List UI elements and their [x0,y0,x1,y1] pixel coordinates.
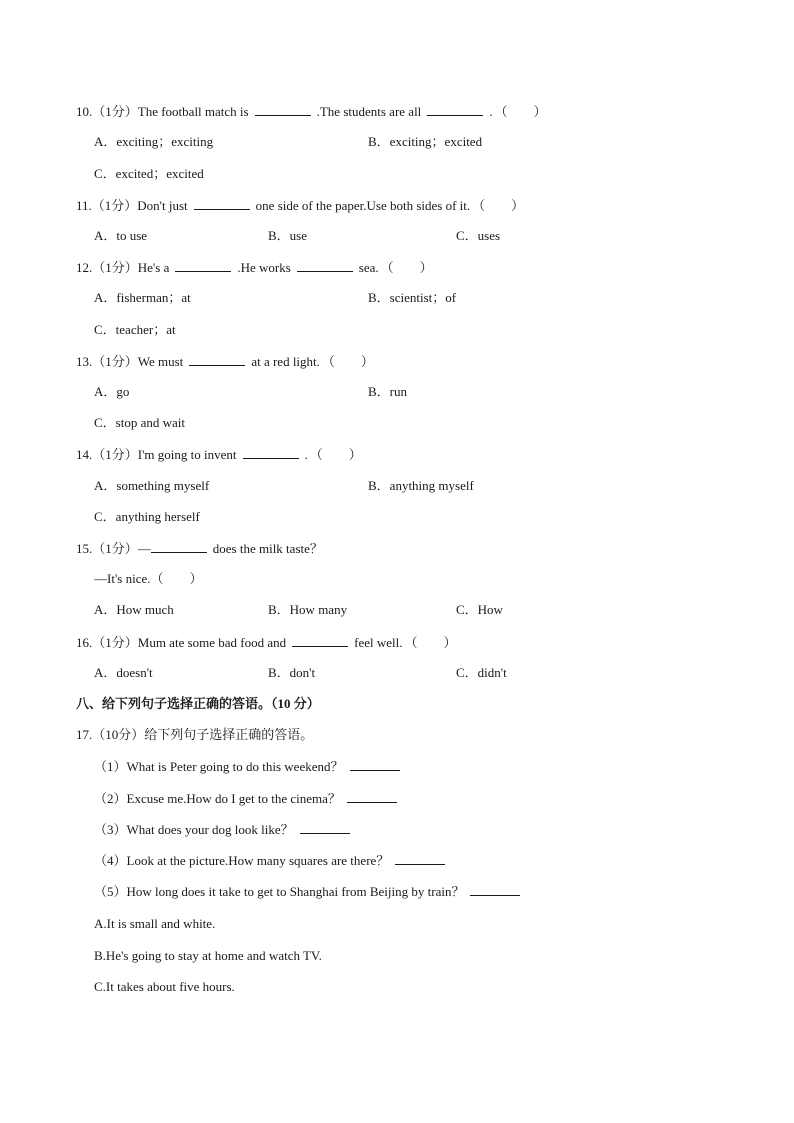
q-num: 11. [76,198,92,213]
option-c[interactable]: C．stop and wait [94,415,185,430]
q-score: （1分） [92,541,138,556]
q-text: He's a [137,260,170,275]
answer-blank[interactable] [427,103,483,116]
q-text: . [304,447,308,462]
option-a[interactable]: A．exciting；exciting [94,134,214,149]
q-num: 14. [76,447,93,462]
answer-blank[interactable] [470,883,520,896]
sub-question-text: （2）Excuse me.How do I get to the cinema？ [94,791,341,806]
answer-option-b: B.He's going to stay at home and watch TV. [94,948,322,963]
sub-question-2 [94,790,397,807]
q-text: does the milk taste？ [212,541,323,556]
answer-blank[interactable] [189,353,245,366]
option-a[interactable]: A．How much [94,602,174,617]
q-text: feel well. [354,635,403,650]
q-score: （1分） [92,354,138,369]
q-num: 12. [76,260,93,275]
answer-blank[interactable] [255,103,311,116]
answer-blank[interactable] [297,259,353,272]
q-num: 10. [76,104,93,119]
question-15 [76,540,323,557]
q-score: （1分） [92,260,138,275]
section-title: 八、给下列句子选择正确的答语。（10 分） [76,696,320,711]
answer-paren[interactable]: （ ） [309,447,362,462]
q-text: .The students are all [316,104,422,119]
q-text: We must [137,354,184,369]
option-a[interactable]: A．go [94,384,130,399]
question-12 [76,259,433,276]
sub-question-1 [94,758,400,775]
option-c[interactable]: C．anything herself [94,509,200,524]
q-score: （1分） [92,635,138,650]
sub-question-text: （4）Look at the picture.How many squares are there？ [94,853,390,868]
question-14 [76,446,362,463]
q-score: （1分） [92,447,138,462]
option-b[interactable]: B．run [368,384,408,399]
q-text: at a red light. [251,354,320,369]
q-num: 15. [76,541,93,556]
q-num: 16. [76,635,93,650]
q-score: （1分） [92,104,138,119]
answer-paren[interactable]: （ ） [321,354,374,369]
answer-blank[interactable] [292,634,348,647]
option-c[interactable]: C．excited；excited [94,166,204,181]
answer-option-c: C.It takes about five hours. [94,979,235,994]
q-score: （1分） [91,198,138,213]
answer-paren[interactable]: （ ） [404,635,457,650]
q-num: 13. [76,354,93,369]
option-c[interactable]: C．didn't [456,665,507,680]
question-13 [76,353,374,370]
q-text: Don't just [137,198,188,213]
option-c[interactable]: C．uses [456,228,501,243]
option-c[interactable]: C．teacher；at [94,322,176,337]
question-11 [76,197,524,214]
question-17: 17.（10分）给下列句子选择正确的答语。 [76,727,314,742]
answer-option-a: A.It is small and white. [94,916,216,931]
q-text: sea. [358,260,379,275]
sub-question-4 [94,852,445,869]
q-text: . [489,104,493,119]
answer-blank[interactable] [194,197,250,210]
option-a[interactable]: A．to use [94,228,148,243]
option-b[interactable]: B．don't [268,665,316,680]
option-b[interactable]: B．anything myself [368,478,474,493]
answer-blank[interactable] [243,446,299,459]
question-16 [76,634,457,651]
option-b[interactable]: B．How many [268,602,348,617]
option-a[interactable]: A．something myself [94,478,210,493]
option-b[interactable]: B．scientist；of [368,290,457,305]
sub-question-text: （1）What is Peter going to do this weekend？ [94,759,344,774]
answer-paren[interactable]: （ ） [380,260,433,275]
question-15-reply: —It's nice.（ ） [94,571,203,586]
q-text: one side of the paper.Use both sides of it. [255,198,471,213]
q-text: The football match is [137,104,249,119]
sub-question-3 [94,821,350,838]
sub-question-text: （5）How long does it take to get to Shanghai from Beijing by train？ [94,884,465,899]
q-text: Mum ate some bad food and [137,635,287,650]
question-10 [76,103,547,120]
answer-blank[interactable] [300,821,350,834]
option-a[interactable]: A．doesn't [94,665,153,680]
answer-blank[interactable] [175,259,231,272]
option-c[interactable]: C．How [456,602,503,617]
q-text: .He works [237,260,291,275]
option-a[interactable]: A．fisherman；at [94,290,191,305]
q-text: I'm going to invent [137,447,237,462]
option-b[interactable]: B．exciting；excited [368,134,483,149]
answer-paren[interactable]: （ ） [472,198,525,213]
q-text: — [137,541,151,556]
option-b[interactable]: B．use [268,228,308,243]
answer-paren[interactable]: （ ） [494,104,547,119]
answer-blank[interactable] [151,540,207,553]
sub-question-5 [94,883,520,900]
answer-blank[interactable] [347,790,397,803]
sub-question-text: （3）What does your dog look like？ [94,822,294,837]
answer-blank[interactable] [395,852,445,865]
answer-blank[interactable] [350,758,400,771]
